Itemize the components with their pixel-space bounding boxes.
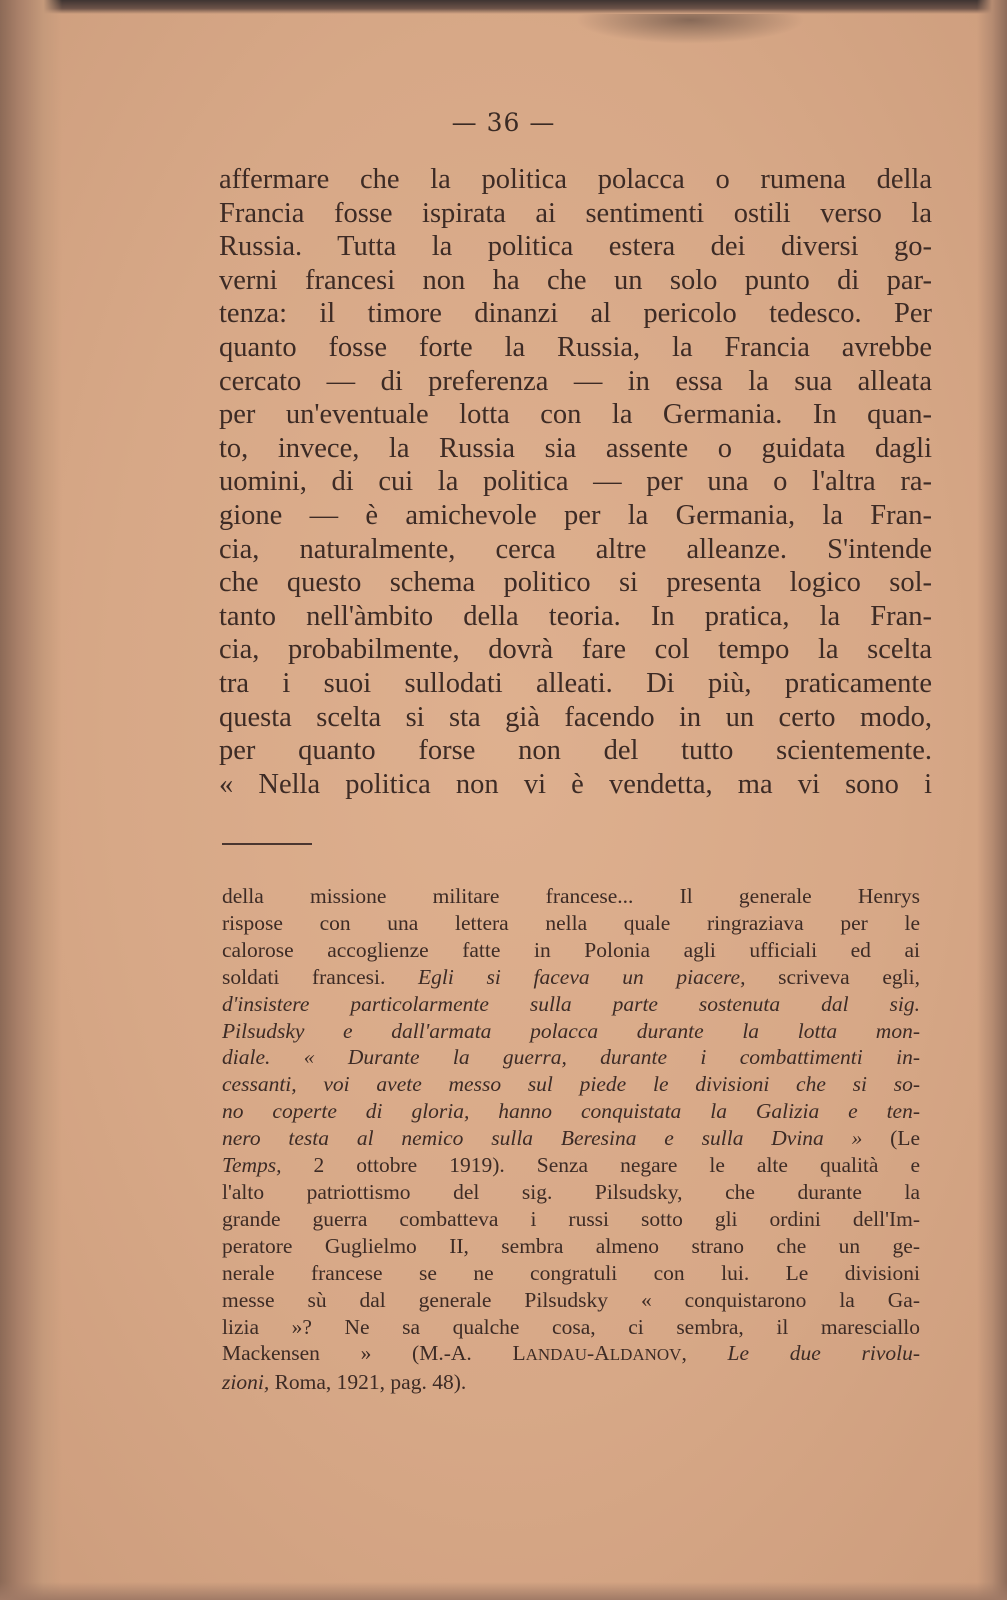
footnote-line: [222, 1071, 920, 1098]
footnote-segment: 2 ottobre 1919). Senza negare le alte qualità e: [281, 1153, 920, 1178]
stain-mark: [575, 14, 805, 44]
body-line: « Nella politica non vi è vendetta, ma vi sono i: [219, 768, 932, 800]
footnote-italic: Temps,: [222, 1153, 282, 1178]
footnote-italic: Pilsudsky e dall'armata polacca durante la lotta mon-: [222, 1018, 920, 1043]
page-right-edge: [977, 0, 1007, 1600]
footnote-segment: ,: [681, 1341, 728, 1366]
footnote-line: [222, 1179, 920, 1206]
body-line: quanto fosse forte la Russia, la Francia avrebbe: [219, 331, 932, 363]
footnote-segment: lizia »? Ne sa qualche cosa, ci sembra, il maresciallo: [222, 1314, 920, 1339]
footnote-segment: rispose con una lettera nella quale ringraziava per le: [222, 910, 920, 935]
page-number: — 36 —: [451, 108, 556, 137]
footnote-smallcaps: LDANOV: [609, 1345, 682, 1365]
body-line: to, invece, la Russia sia assente o guidata dagli: [219, 432, 932, 464]
body-line: che questo schema politico si presenta logico sol-: [219, 567, 932, 599]
footnote-italic: cessanti, voi avete messo sul piede le divisioni che si so-: [222, 1072, 920, 1097]
footnote-italic: nero testa al nemico sulla Beresina e sulla Dvina »: [222, 1126, 891, 1151]
body-line: tra i suoi sullodati alleati. Di più, praticamente: [219, 667, 932, 699]
footnote-separator: [222, 843, 312, 845]
footnote-segment: -A: [587, 1341, 610, 1366]
footnote-line: [222, 937, 920, 964]
page-bottom-edge: [0, 1582, 1007, 1600]
footnote-segment: nerale francese se ne congratuli con lui. Le divisioni: [222, 1260, 920, 1285]
footnote-segment: Mackensen » (M.-A. L: [222, 1341, 526, 1366]
body-line: cia, probabilmente, dovrà fare col tempo la scelta: [219, 634, 932, 666]
footnote-italic: diale. « Durante la guerra, durante i combattimenti in-: [222, 1045, 920, 1070]
footnote-line: [222, 964, 920, 991]
body-line: affermare che la politica polacca o rumena della: [219, 164, 932, 195]
footnote-line: [222, 910, 920, 937]
footnote-italic: no coperte di gloria, hanno conquistata la Galizia e ten-: [222, 1099, 920, 1124]
footnote-segment: Roma, 1921, pag. 48).: [269, 1370, 467, 1395]
footnote-segment: (Le: [890, 1126, 920, 1151]
footnote-line: [222, 1125, 920, 1152]
footnote-segment: peratore Guglielmo II, sembra almeno strano che un ge-: [222, 1233, 920, 1258]
footnote-line: [222, 1314, 920, 1341]
body-line: per quanto forse non del tutto scientemente.: [219, 735, 932, 767]
footnote-segment: soldati francesi.: [222, 964, 419, 989]
footnote-text: [222, 883, 920, 1396]
footnote-italic: Le due rivolu-: [727, 1341, 921, 1366]
body-line: verni francesi non ha che un solo punto di par-: [219, 264, 932, 296]
footnote-segment: messe sù dal generale Pilsudsky « conquistarono la Ga-: [222, 1287, 920, 1312]
body-line: per un'eventuale lotta con la Germania. In quan-: [219, 399, 932, 431]
body-line: cia, naturalmente, cerca altre alleanze. S'intende: [219, 533, 932, 565]
footnote-line: [222, 1287, 920, 1314]
footnote-segment: calorose accoglienze fatte in Polonia agli ufficiali ed ai: [222, 937, 920, 962]
body-line: cercato — di preferenza — in essa la sua alleata: [219, 365, 932, 397]
footnote-line: [222, 883, 920, 910]
body-line: Francia fosse ispirata ai sentimenti ostili verso la: [219, 197, 932, 229]
footnote-italic: zioni,: [222, 1370, 270, 1395]
footnote-line: [222, 1152, 920, 1179]
page-left-edge: [0, 0, 62, 1600]
body-line: Russia. Tutta la politica estera dei diversi go-: [219, 231, 932, 263]
footnote-line: [222, 1044, 920, 1071]
body-line: tanto nell'àmbito della teoria. In pratica, la Fran-: [219, 600, 932, 632]
footnote-line: [222, 1233, 920, 1260]
footnote-line: [222, 1098, 920, 1125]
footnote-smallcaps: ANDAU: [525, 1345, 587, 1365]
footnote-line: [222, 991, 920, 1018]
footnote-line: [222, 1260, 920, 1287]
page-top-edge: [0, 0, 1007, 14]
footnote-line: [222, 1369, 920, 1396]
footnote-line: [222, 1018, 920, 1045]
body-line: uomini, di cui la politica — per una o l'altra ra-: [219, 466, 932, 498]
footnote-segment: della missione militare francese... Il generale Henrys: [222, 884, 920, 908]
footnote-segment: scriveva egli,: [745, 964, 920, 989]
footnote-italic: d'insistere particolarmente sulla parte sostenuta dal sig.: [222, 991, 920, 1016]
body-text: [219, 163, 932, 801]
footnote-segment: grande guerra combatteva i russi sotto gli ordini dell'Im-: [222, 1206, 920, 1231]
footnote-segment: l'alto patriottismo del sig. Pilsudsky, che durante la: [222, 1179, 920, 1204]
body-line: tenza: il timore dinanzi al pericolo tedesco. Per: [219, 298, 932, 330]
footnote-line: [222, 1206, 920, 1233]
footnote-italic: Egli si faceva un piacere,: [418, 964, 746, 989]
body-line: questa scelta si sta già facendo in un certo modo,: [219, 701, 932, 733]
footnote-line: [222, 1340, 920, 1369]
body-line: gione — è amichevole per la Germania, la Fran-: [219, 499, 932, 531]
